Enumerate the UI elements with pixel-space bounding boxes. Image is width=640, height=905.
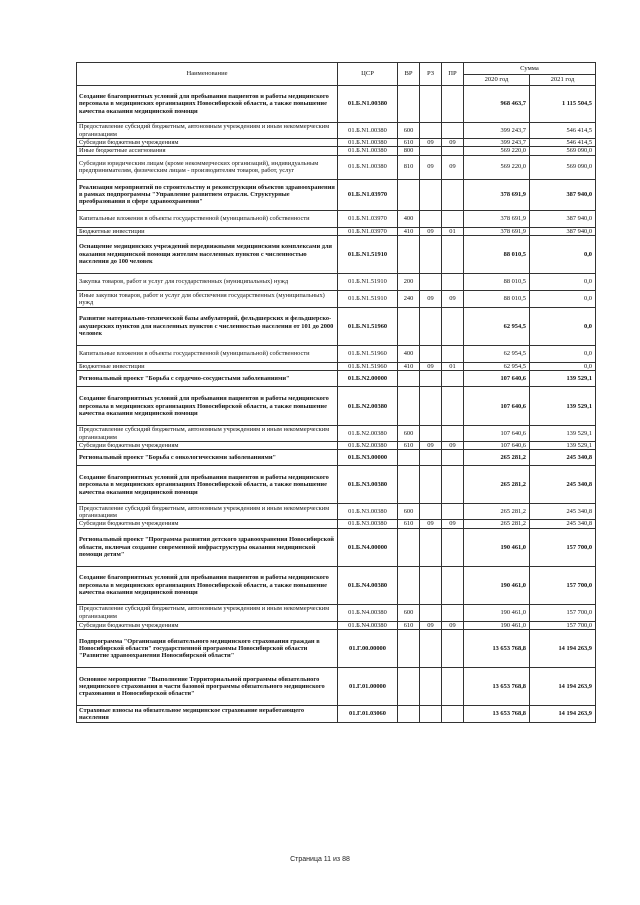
row-csr: 01.Г.01.00000	[338, 668, 398, 706]
row-name: Субсидии юридическим лицам (кроме некоммерческих организаций), индивидуальным предпринимателям, физическим лицам - производителям товаров, работ, услуг	[77, 155, 338, 179]
row-vr	[398, 466, 420, 504]
row-vr	[398, 706, 420, 723]
row-pr: 01	[442, 227, 464, 235]
row-name: Оснащение медицинских учреждений передвижными медицинскими комплексами для оказания медицинской помощи жителям населенных пунктов с численностью населения до 100 человек	[77, 235, 338, 273]
row-sum-2021: 139 529,1	[530, 387, 596, 426]
row-vr: 600	[398, 604, 420, 621]
row-sum-2020: 265 281,2	[464, 450, 530, 466]
row-name: Развитие материально-технической базы амбулаторий, фельдшерских и фельдшерско-акушерских пунктов для населенных пунктов с численностью населения от 101 до 2000 человек	[77, 307, 338, 345]
row-sum-2020: 107 640,6	[464, 387, 530, 426]
header-pr: ПР	[442, 63, 464, 86]
row-sum-2020: 265 281,2	[464, 520, 530, 528]
table-row	[77, 155, 596, 179]
table-row	[77, 123, 596, 139]
table-row	[77, 210, 596, 227]
row-rz	[420, 668, 442, 706]
row-csr: 01.Б.N1.51960	[338, 362, 398, 370]
row-csr: 01.Б.N2.00380	[338, 426, 398, 442]
row-sum-2021: 0,0	[530, 362, 596, 370]
row-csr: 01.Б.N1.51910	[338, 273, 398, 290]
row-pr	[442, 528, 464, 566]
row-pr	[442, 123, 464, 139]
table-row	[77, 235, 596, 273]
row-pr	[442, 210, 464, 227]
row-pr	[442, 504, 464, 520]
row-vr: 600	[398, 504, 420, 520]
table-row	[77, 504, 596, 520]
row-csr: 01.Б.N4.00380	[338, 604, 398, 621]
header-rz: РЗ	[420, 63, 442, 86]
row-pr	[442, 630, 464, 668]
row-sum-2021: 387 940,0	[530, 227, 596, 235]
row-pr: 09	[442, 155, 464, 179]
row-csr: 01.Г.01.03060	[338, 706, 398, 723]
row-pr: 09	[442, 139, 464, 147]
row-sum-2020: 13 653 768,8	[464, 668, 530, 706]
row-vr	[398, 630, 420, 668]
row-name: Бюджетные инвестиции	[77, 362, 338, 370]
row-rz	[420, 528, 442, 566]
table-row	[77, 371, 596, 387]
row-sum-2021: 245 340,8	[530, 450, 596, 466]
table-row	[77, 273, 596, 290]
row-rz: 09	[420, 290, 442, 307]
row-name: Региональный проект "Программа развития детского здравоохранения Новосибирской области, включая создание современной инфраструктуры оказания медицинской помощи детям"	[77, 528, 338, 566]
row-rz	[420, 450, 442, 466]
table-row	[77, 86, 596, 123]
row-pr	[442, 235, 464, 273]
row-sum-2021: 157 700,0	[530, 566, 596, 604]
row-csr: 01.Б.N4.00380	[338, 566, 398, 604]
row-sum-2020: 62 954,5	[464, 307, 530, 345]
row-sum-2020: 62 954,5	[464, 345, 530, 362]
row-sum-2020: 107 640,6	[464, 371, 530, 387]
row-sum-2021: 0,0	[530, 345, 596, 362]
row-csr: 01.Б.N1.03970	[338, 227, 398, 235]
row-name: Предоставление субсидий бюджетным, автономным учреждениям и иным некоммерческим организациям	[77, 504, 338, 520]
row-sum-2021: 245 340,8	[530, 466, 596, 504]
row-sum-2020: 265 281,2	[464, 504, 530, 520]
row-rz: 09	[420, 155, 442, 179]
row-sum-2021: 14 194 263,9	[530, 668, 596, 706]
row-vr: 810	[398, 155, 420, 179]
row-sum-2021: 387 940,0	[530, 210, 596, 227]
row-csr: 01.Б.N1.51910	[338, 290, 398, 307]
row-sum-2020: 569 220,0	[464, 147, 530, 155]
row-csr: 01.Б.N1.03970	[338, 179, 398, 210]
row-vr	[398, 179, 420, 210]
row-name: Реализация мероприятий по строительству и реконструкции объектов здравоохранения в рамках подпрограммы "Управление развитием отрасли. Структурные преобразования в сфере здравоохранения"	[77, 179, 338, 210]
row-rz	[420, 566, 442, 604]
row-vr	[398, 307, 420, 345]
row-name: Создание благоприятных условий для пребывания пациентов и работы медицинского персонала в медицинских организациях Новосибирской области, а также повышение качества оказания медицинской помощи	[77, 466, 338, 504]
row-vr: 800	[398, 147, 420, 155]
table-row	[77, 706, 596, 723]
row-rz	[420, 371, 442, 387]
table-row	[77, 528, 596, 566]
row-vr: 410	[398, 362, 420, 370]
row-vr: 200	[398, 273, 420, 290]
row-csr: 01.Б.N1.00380	[338, 147, 398, 155]
row-sum-2020: 13 653 768,8	[464, 630, 530, 668]
table-row	[77, 307, 596, 345]
table-row	[77, 520, 596, 528]
row-name: Подпрограмма "Организация обязательного медицинского страхования граждан в Новосибирской области" государственной программы Новосибирской области "Развитие здравоохранения Новосибирской области"	[77, 630, 338, 668]
row-rz	[420, 345, 442, 362]
row-vr: 400	[398, 210, 420, 227]
row-csr: 01.Б.N2.00380	[338, 387, 398, 426]
row-csr: 01.Г.00.00000	[338, 630, 398, 668]
row-sum-2020: 569 220,0	[464, 155, 530, 179]
row-sum-2020: 968 463,7	[464, 86, 530, 123]
table-row	[77, 466, 596, 504]
row-sum-2021: 546 414,5	[530, 123, 596, 139]
row-pr: 09	[442, 290, 464, 307]
row-sum-2020: 399 243,7	[464, 123, 530, 139]
row-name: Предоставление субсидий бюджетным, автономным учреждениям и иным некоммерческим организациям	[77, 604, 338, 621]
row-sum-2021: 14 194 263,9	[530, 706, 596, 723]
row-vr	[398, 528, 420, 566]
row-name: Региональный проект "Борьба с сердечно-сосудистыми заболеваниями"	[77, 371, 338, 387]
row-rz	[420, 147, 442, 155]
row-sum-2021: 0,0	[530, 273, 596, 290]
row-csr: 01.Б.N3.00380	[338, 520, 398, 528]
row-sum-2020: 190 461,0	[464, 528, 530, 566]
row-csr: 01.Б.N3.00380	[338, 466, 398, 504]
row-name: Капитальные вложения в объекты государственной (муниципальной) собственности	[77, 210, 338, 227]
row-name: Предоставление субсидий бюджетным, автономным учреждениям и иным некоммерческим организациям	[77, 123, 338, 139]
row-rz	[420, 604, 442, 621]
row-sum-2021: 1 115 504,5	[530, 86, 596, 123]
row-sum-2021: 546 414,5	[530, 139, 596, 147]
row-vr: 600	[398, 123, 420, 139]
row-pr	[442, 668, 464, 706]
row-vr: 610	[398, 520, 420, 528]
row-pr	[442, 371, 464, 387]
row-vr: 600	[398, 426, 420, 442]
row-csr: 01.Б.N2.00380	[338, 442, 398, 450]
row-sum-2020: 190 461,0	[464, 566, 530, 604]
row-sum-2020: 265 281,2	[464, 466, 530, 504]
row-sum-2021: 139 529,1	[530, 371, 596, 387]
table-row	[77, 450, 596, 466]
row-csr: 01.Б.N1.51960	[338, 307, 398, 345]
row-pr	[442, 307, 464, 345]
row-csr: 01.Б.N1.00380	[338, 123, 398, 139]
row-rz	[420, 86, 442, 123]
row-name: Основное мероприятие "Выполнение Территориальной программы обязательного медицинского страхования в части базовой программы обязательного медицинского страхования в Новосибирской области"	[77, 668, 338, 706]
table-row	[77, 630, 596, 668]
row-name: Страховые взносы на обязательное медицинское страхование неработающего населения	[77, 706, 338, 723]
row-rz	[420, 179, 442, 210]
table-header	[77, 63, 596, 86]
row-rz: 09	[420, 621, 442, 629]
row-rz: 09	[420, 227, 442, 235]
row-pr	[442, 86, 464, 123]
row-name: Создание благоприятных условий для пребывания пациентов и работы медицинского персонала в медицинских организациях Новосибирской области, а также повышение качества оказания медицинской помощи	[77, 86, 338, 123]
row-sum-2021: 139 529,1	[530, 442, 596, 450]
row-vr	[398, 86, 420, 123]
budget-table	[76, 62, 596, 723]
row-sum-2021: 0,0	[530, 290, 596, 307]
row-sum-2020: 88 010,5	[464, 290, 530, 307]
row-vr: 240	[398, 290, 420, 307]
row-pr	[442, 450, 464, 466]
row-csr: 01.Б.N4.00380	[338, 621, 398, 629]
table-row	[77, 227, 596, 235]
row-pr	[442, 147, 464, 155]
row-pr: 01	[442, 362, 464, 370]
row-vr	[398, 450, 420, 466]
header-2021: 2021 год	[530, 75, 596, 86]
row-rz	[420, 466, 442, 504]
row-sum-2020: 378 691,9	[464, 227, 530, 235]
row-sum-2020: 88 010,5	[464, 273, 530, 290]
row-pr	[442, 273, 464, 290]
row-sum-2021: 245 340,8	[530, 504, 596, 520]
row-csr: 01.Б.N1.51910	[338, 235, 398, 273]
header-sum: Сумма	[464, 63, 596, 75]
row-rz	[420, 235, 442, 273]
row-vr	[398, 668, 420, 706]
row-name: Субсидии бюджетным учреждениям	[77, 520, 338, 528]
row-sum-2020: 378 691,9	[464, 179, 530, 210]
table-row	[77, 179, 596, 210]
row-pr	[442, 345, 464, 362]
row-sum-2020: 190 461,0	[464, 621, 530, 629]
row-vr: 400	[398, 345, 420, 362]
table-row	[77, 604, 596, 621]
row-vr	[398, 566, 420, 604]
row-pr: 09	[442, 621, 464, 629]
row-name: Региональный проект "Борьба с онкологическими заболеваниями"	[77, 450, 338, 466]
row-sum-2020: 107 640,6	[464, 442, 530, 450]
row-name: Субсидии бюджетным учреждениям	[77, 621, 338, 629]
row-rz	[420, 210, 442, 227]
row-sum-2021: 569 090,0	[530, 155, 596, 179]
row-pr: 09	[442, 520, 464, 528]
row-name: Иные закупки товаров, работ и услуг для обеспечения государственных (муниципальных) нужд	[77, 290, 338, 307]
row-sum-2020: 13 653 768,8	[464, 706, 530, 723]
row-rz	[420, 630, 442, 668]
row-rz: 09	[420, 442, 442, 450]
row-name: Бюджетные инвестиции	[77, 227, 338, 235]
table-row	[77, 442, 596, 450]
header-csr: ЦСР	[338, 63, 398, 86]
table-row	[77, 147, 596, 155]
row-name: Создание благоприятных условий для пребывания пациентов и работы медицинского персонала в медицинских организациях Новосибирской области, а также повышение качества оказания медицинской помощи	[77, 566, 338, 604]
table-row	[77, 139, 596, 147]
row-sum-2020: 62 954,5	[464, 362, 530, 370]
row-vr	[398, 235, 420, 273]
row-sum-2020: 107 640,6	[464, 426, 530, 442]
row-rz	[420, 273, 442, 290]
row-name: Иные бюджетные ассигнования	[77, 147, 338, 155]
row-csr: 01.Б.N1.51960	[338, 345, 398, 362]
row-csr: 01.Б.N1.03970	[338, 210, 398, 227]
header-name: Наименование	[77, 63, 338, 86]
row-sum-2020: 378 691,9	[464, 210, 530, 227]
table-row	[77, 426, 596, 442]
row-csr: 01.Б.N2.00000	[338, 371, 398, 387]
row-csr: 01.Б.N4.00000	[338, 528, 398, 566]
table-row	[77, 387, 596, 426]
row-sum-2021: 387 940,0	[530, 179, 596, 210]
table-row	[77, 621, 596, 629]
row-rz	[420, 426, 442, 442]
table-row	[77, 362, 596, 370]
row-sum-2020: 88 010,5	[464, 235, 530, 273]
row-name: Субсидии бюджетным учреждениям	[77, 139, 338, 147]
row-rz	[420, 504, 442, 520]
row-pr	[442, 566, 464, 604]
row-sum-2021: 139 529,1	[530, 426, 596, 442]
row-name: Предоставление субсидий бюджетным, автономным учреждениям и иным некоммерческим организациям	[77, 426, 338, 442]
page-footer: Страница 11 из 88	[290, 856, 350, 863]
row-pr	[442, 179, 464, 210]
row-csr: 01.Б.N3.00000	[338, 450, 398, 466]
row-csr: 01.Б.N1.00380	[338, 86, 398, 123]
header-2020: 2020 год	[464, 75, 530, 86]
row-csr: 01.Б.N1.00380	[338, 155, 398, 179]
row-sum-2021: 157 700,0	[530, 528, 596, 566]
row-sum-2021: 569 090,0	[530, 147, 596, 155]
row-sum-2021: 157 700,0	[530, 604, 596, 621]
table-row	[77, 345, 596, 362]
row-pr: 09	[442, 442, 464, 450]
row-csr: 01.Б.N3.00380	[338, 504, 398, 520]
row-vr	[398, 387, 420, 426]
row-vr: 610	[398, 621, 420, 629]
row-pr	[442, 387, 464, 426]
row-vr: 610	[398, 442, 420, 450]
row-sum-2021: 245 340,8	[530, 520, 596, 528]
row-sum-2021: 0,0	[530, 235, 596, 273]
row-name: Капитальные вложения в объекты государственной (муниципальной) собственности	[77, 345, 338, 362]
table-row	[77, 668, 596, 706]
row-rz: 09	[420, 139, 442, 147]
row-sum-2020: 190 461,0	[464, 604, 530, 621]
row-vr	[398, 371, 420, 387]
row-rz	[420, 123, 442, 139]
row-csr: 01.Б.N1.00380	[338, 139, 398, 147]
row-rz: 09	[420, 520, 442, 528]
row-vr: 410	[398, 227, 420, 235]
row-rz	[420, 706, 442, 723]
row-rz	[420, 307, 442, 345]
table-row	[77, 566, 596, 604]
row-rz	[420, 387, 442, 426]
row-pr	[442, 466, 464, 504]
row-sum-2021: 14 194 263,9	[530, 630, 596, 668]
row-name: Субсидии бюджетным учреждениям	[77, 442, 338, 450]
header-vr: ВР	[398, 63, 420, 86]
row-name: Создание благоприятных условий для пребывания пациентов и работы медицинского персонала в медицинских организациях Новосибирской области, а также повышение качества оказания медицинской помощи	[77, 387, 338, 426]
row-pr	[442, 706, 464, 723]
row-vr: 610	[398, 139, 420, 147]
table-row	[77, 290, 596, 307]
table-body	[77, 86, 596, 723]
row-sum-2021: 0,0	[530, 307, 596, 345]
row-sum-2020: 399 243,7	[464, 139, 530, 147]
row-name: Закупка товаров, работ и услуг для государственных (муниципальных) нужд	[77, 273, 338, 290]
row-sum-2021: 157 700,0	[530, 621, 596, 629]
row-pr	[442, 426, 464, 442]
row-pr	[442, 604, 464, 621]
row-rz: 09	[420, 362, 442, 370]
